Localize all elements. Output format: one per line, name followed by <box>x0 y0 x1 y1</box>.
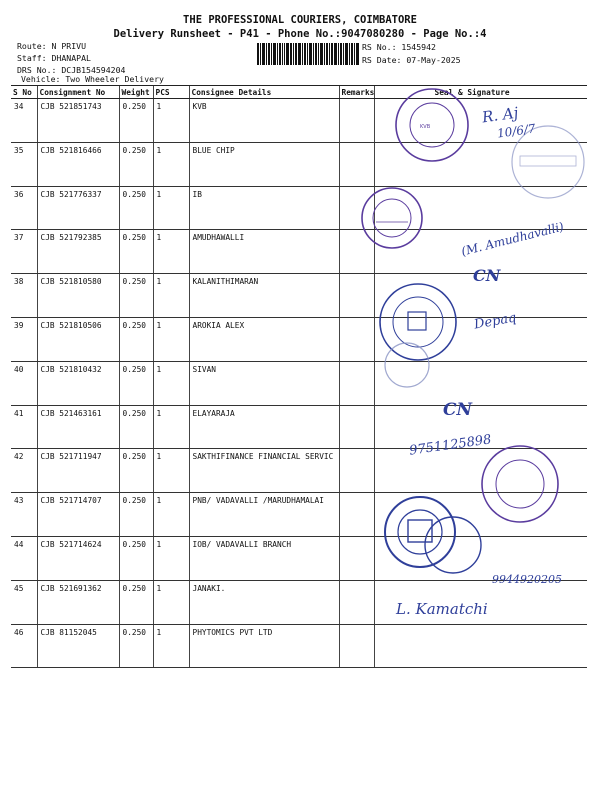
cell-pcs: 1 <box>153 580 189 624</box>
cell-sno: 35 <box>11 142 37 186</box>
cell-consignee: KALANITHIMARAN <box>189 274 339 318</box>
cell-weight: 0.250 <box>119 142 153 186</box>
cell-weight: 0.250 <box>119 230 153 274</box>
cell-consignee: JANAKI. <box>189 580 339 624</box>
cell-remarks <box>339 142 374 186</box>
col-consignee: Consignee Details <box>189 86 339 99</box>
cell-weight: 0.250 <box>119 317 153 361</box>
cell-remarks <box>339 493 374 537</box>
cell-sno: 42 <box>11 449 37 493</box>
cell-sno: 40 <box>11 361 37 405</box>
cell-remarks <box>339 624 374 668</box>
cell-weight: 0.250 <box>119 624 153 668</box>
cell-pcs: 1 <box>153 142 189 186</box>
cell-consignee: IOB/ VADAVALLI BRANCH <box>189 536 339 580</box>
cell-weight: 0.250 <box>119 405 153 449</box>
cell-remarks <box>339 580 374 624</box>
cell-weight: 0.250 <box>119 449 153 493</box>
table-header-row <box>11 86 587 99</box>
cell-signature <box>374 493 587 537</box>
cell-sno: 36 <box>11 186 37 230</box>
company-title: THE PROFESSIONAL COURIERS, COIMBATORE <box>183 14 417 26</box>
cell-consignment: CJB 521810506 <box>37 317 119 361</box>
col-seal-signature: Seal & Signature <box>374 86 587 99</box>
col-pcs: PCS <box>153 86 189 99</box>
table-row <box>11 624 587 668</box>
cell-consignee: PHYTOMICS PVT LTD <box>189 624 339 668</box>
cell-remarks <box>339 274 374 318</box>
runsheet-subtitle: Delivery Runsheet - P41 - Phone No.:9047080280 - Page No.:4 <box>113 28 487 40</box>
cell-consignee: ELAYARAJA <box>189 405 339 449</box>
cell-sno: 43 <box>11 493 37 537</box>
staff-text: Staff: DHANAPAL <box>17 53 91 63</box>
table-row <box>11 493 587 537</box>
cell-pcs: 1 <box>153 624 189 668</box>
table-row <box>11 449 587 493</box>
cell-weight: 0.250 <box>119 536 153 580</box>
cell-consignee: BLUE CHIP <box>189 142 339 186</box>
cell-pcs: 1 <box>153 99 189 143</box>
signature-row45-phone: 9944920205 <box>492 573 562 586</box>
cell-consignee: KVB <box>189 99 339 143</box>
cell-remarks <box>339 99 374 143</box>
cell-sno: 46 <box>11 624 37 668</box>
cell-signature <box>374 449 587 493</box>
cell-consignment: CJB 521463161 <box>37 405 119 449</box>
signature-row34: R. Aj <box>480 103 520 127</box>
cell-weight: 0.250 <box>119 186 153 230</box>
cell-consignee: PNB/ VADAVALLI /MARUDHAMALAI <box>189 493 339 537</box>
cell-weight: 0.250 <box>119 580 153 624</box>
table-row <box>11 142 587 186</box>
table-row <box>11 405 587 449</box>
cell-pcs: 1 <box>153 405 189 449</box>
cell-remarks <box>339 405 374 449</box>
cell-consignment: CJB 521792385 <box>37 230 119 274</box>
route-text: Route: N PRIVU <box>17 41 87 51</box>
cell-sno: 38 <box>11 274 37 318</box>
cell-consignee: SAKTHIFINANCE FINANCIAL SERVIC <box>189 449 339 493</box>
cell-pcs: 1 <box>153 274 189 318</box>
cell-remarks <box>339 449 374 493</box>
cell-consignment: CJB 521714707 <box>37 493 119 537</box>
cell-consignment: CJB 521711947 <box>37 449 119 493</box>
cell-signature <box>374 99 587 143</box>
table-row <box>11 186 587 230</box>
barcode-image <box>257 43 359 65</box>
table-row <box>11 274 587 318</box>
cell-consignment: CJB 521714624 <box>37 536 119 580</box>
cell-sno: 41 <box>11 405 37 449</box>
cell-consignee: SIVAN <box>189 361 339 405</box>
cell-sno: 39 <box>11 317 37 361</box>
cell-remarks <box>339 361 374 405</box>
signature-row42-phone: 9751125898 <box>408 432 493 459</box>
cell-pcs: 1 <box>153 493 189 537</box>
svg-text:KVB: KVB <box>420 124 431 130</box>
signature-row39: Depaq <box>473 310 518 333</box>
cell-consignment: CJB 521810432 <box>37 361 119 405</box>
signature-row38: CN <box>473 266 501 285</box>
cell-remarks <box>339 536 374 580</box>
cell-weight: 0.250 <box>119 99 153 143</box>
drs-number: DRS No.: DCJB154594204 <box>17 65 126 75</box>
cell-consignment: CJB 521691362 <box>37 580 119 624</box>
signature-row34-date: 10/6/7 <box>496 121 537 141</box>
signature-row37: (M. Amudhavalli) <box>459 219 566 259</box>
cell-weight: 0.250 <box>119 274 153 318</box>
cell-remarks <box>339 186 374 230</box>
cell-pcs: 1 <box>153 317 189 361</box>
cell-consignment: CJB 521851743 <box>37 99 119 143</box>
cell-consignment: CJB 521816466 <box>37 142 119 186</box>
cell-consignee: AMUDHAWALLI <box>189 230 339 274</box>
cell-sno: 44 <box>11 536 37 580</box>
cell-consignment: CJB 81152045 <box>37 624 119 668</box>
cell-sno: 34 <box>11 99 37 143</box>
cell-pcs: 1 <box>153 230 189 274</box>
cell-remarks <box>339 317 374 361</box>
cell-consignee: IB <box>189 186 339 230</box>
cell-sno: 45 <box>11 580 37 624</box>
cell-consignee: AROKIA ALEX <box>189 317 339 361</box>
cell-pcs: 1 <box>153 449 189 493</box>
cell-remarks <box>339 230 374 274</box>
col-consignment: Consignment No <box>37 86 119 99</box>
table-row <box>11 361 587 405</box>
cell-pcs: 1 <box>153 186 189 230</box>
signature-row46: L. Kamatchi <box>396 600 488 618</box>
rs-date: RS Date: 07-May-2025 <box>362 55 461 65</box>
col-sno: S No <box>11 86 37 99</box>
cell-signature <box>374 624 587 668</box>
col-remarks: Remarks <box>339 86 374 99</box>
rs-number: RS No.: 1545942 <box>362 42 436 52</box>
signature-row41: CN <box>443 400 473 420</box>
vehicle-text: Vehicle: Two Wheeler Delivery <box>21 74 164 84</box>
cell-pcs: 1 <box>153 536 189 580</box>
cell-consignment: CJB 521810580 <box>37 274 119 318</box>
cell-signature <box>374 142 587 186</box>
cell-pcs: 1 <box>153 361 189 405</box>
cell-weight: 0.250 <box>119 361 153 405</box>
cell-signature <box>374 361 587 405</box>
col-weight: Weight <box>119 86 153 99</box>
cell-consignment: CJB 521776337 <box>37 186 119 230</box>
cell-sno: 37 <box>11 230 37 274</box>
cell-weight: 0.250 <box>119 493 153 537</box>
table-row <box>11 580 587 624</box>
